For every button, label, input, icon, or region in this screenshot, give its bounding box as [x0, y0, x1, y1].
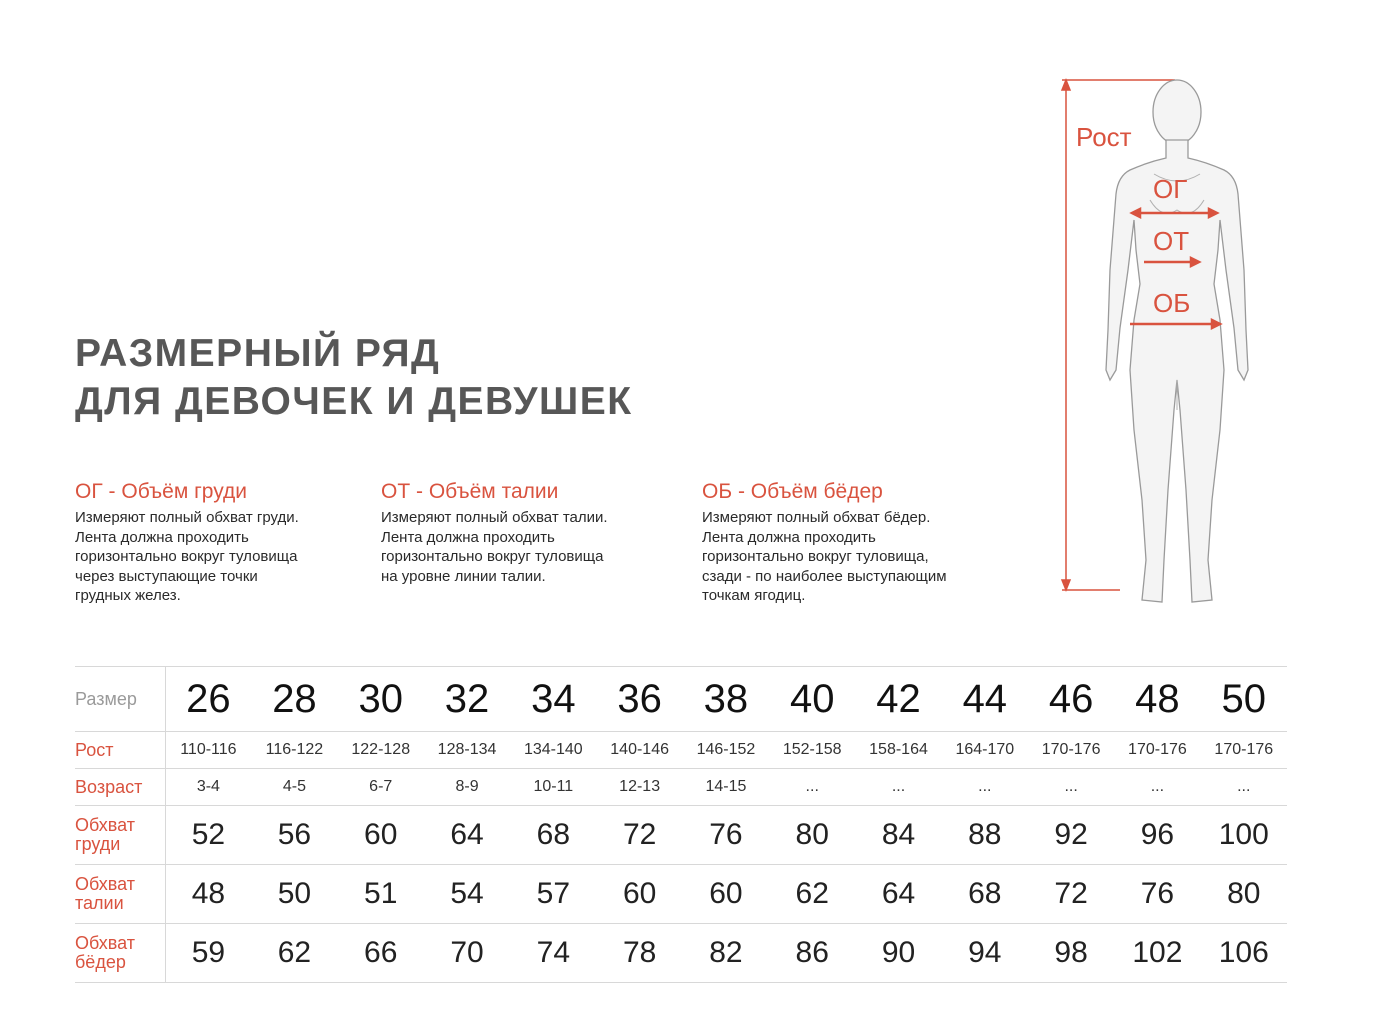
table-cell: 12-13 [596, 769, 682, 806]
row-label-line: талии [75, 893, 124, 913]
table-cell: 52 [165, 806, 251, 865]
table-cell: 74 [510, 924, 596, 983]
table-cell: ... [1028, 769, 1114, 806]
table-cell: 88 [942, 806, 1028, 865]
definition-text [381, 508, 701, 586]
body-silhouette-illustration [1050, 70, 1300, 640]
row-waist [75, 865, 1287, 924]
table-cell: 76 [683, 806, 769, 865]
row-label [75, 865, 165, 924]
table-cell: 56 [251, 806, 337, 865]
row-label-line: Обхват [75, 815, 135, 835]
row-age [75, 769, 1287, 806]
table-cell: 60 [683, 865, 769, 924]
table-cell: 70 [424, 924, 510, 983]
table-cell: 170-176 [1028, 732, 1114, 769]
table-cell: 102 [1114, 924, 1200, 983]
hips-label: ОБ [1153, 288, 1191, 318]
definition-line: Лента должна проходить [75, 528, 249, 546]
table-cell: 158-164 [855, 732, 941, 769]
table-cell: 86 [769, 924, 855, 983]
title-line-2: ДЛЯ ДЕВОЧЕК И ДЕВУШЕК [75, 380, 633, 423]
table-cell: 72 [1028, 865, 1114, 924]
row-label-line: Обхват [75, 933, 135, 953]
height-label: Рост [1076, 122, 1132, 152]
table-cell: ... [942, 769, 1028, 806]
table-cell: 54 [424, 865, 510, 924]
waist-label: ОТ [1153, 226, 1190, 256]
table-cell: 98 [1028, 924, 1114, 983]
table-cell: 40 [769, 667, 855, 732]
table-cell: 36 [596, 667, 682, 732]
table-cell: 50 [251, 865, 337, 924]
table-cell: 42 [855, 667, 941, 732]
table-cell: 152-158 [769, 732, 855, 769]
table-cell: 62 [769, 865, 855, 924]
row-label-line: груди [75, 834, 121, 854]
table-cell: 66 [338, 924, 424, 983]
table-cell: ... [1114, 769, 1200, 806]
size-chart-table [75, 666, 1287, 983]
row-hips [75, 924, 1287, 983]
table-cell: 48 [1114, 667, 1200, 732]
definition-line: сзади - по наиболее выступающим [702, 567, 947, 585]
table-cell: 128-134 [424, 732, 510, 769]
table-cell: 62 [251, 924, 337, 983]
row-label: Рост [75, 732, 165, 769]
table-cell: 48 [165, 865, 251, 924]
definition-line: горизонтально вокруг туловища [381, 548, 604, 565]
row-label [75, 806, 165, 865]
table-cell: 78 [596, 924, 682, 983]
table-cell: ... [769, 769, 855, 806]
table-cell: 44 [942, 667, 1028, 732]
table-cell: ... [1201, 769, 1287, 806]
definition-line: грудных желез. [75, 587, 181, 604]
table-cell: 100 [1201, 806, 1287, 865]
table-cell: 80 [769, 806, 855, 865]
chest-label: ОГ [1153, 174, 1188, 204]
table-cell: 82 [683, 924, 769, 983]
table-cell: 116-122 [251, 732, 337, 769]
table-cell: 164-170 [942, 732, 1028, 769]
table-cell: 59 [165, 924, 251, 983]
table-cell: 38 [683, 667, 769, 732]
table-cell: 140-146 [596, 732, 682, 769]
table-cell: 46 [1028, 667, 1114, 732]
table-cell: 8-9 [424, 769, 510, 806]
table-cell: 72 [596, 806, 682, 865]
definition-heading: ОТ - Объём талии [381, 480, 559, 503]
table-cell: 64 [424, 806, 510, 865]
table-cell: 28 [251, 667, 337, 732]
table-cell: 90 [855, 924, 941, 983]
definition-text [702, 508, 1022, 606]
row-size [75, 667, 1287, 732]
definition-line: горизонтально вокруг туловища [75, 548, 298, 565]
definition-heading: ОГ - Объём груди [75, 480, 247, 503]
table-cell: 110-116 [165, 732, 251, 769]
table-cell: 50 [1201, 667, 1287, 732]
table-cell: 94 [942, 924, 1028, 983]
table-cell: 57 [510, 865, 596, 924]
title-line-1: РАЗМЕРНЫЙ РЯД [75, 332, 441, 375]
row-label: Размер [75, 667, 165, 732]
table-cell: 51 [338, 865, 424, 924]
definition-line: Лента должна проходить [702, 528, 876, 546]
definition-waist [381, 480, 701, 586]
table-cell: 60 [596, 865, 682, 924]
body-measurement-figure [1050, 70, 1300, 640]
table-cell: 60 [338, 806, 424, 865]
table-cell: 122-128 [338, 732, 424, 769]
definition-line: Лента должна проходить [381, 528, 555, 546]
row-label-line: бёдер [75, 952, 126, 972]
table-cell: 80 [1201, 865, 1287, 924]
page-title [75, 330, 633, 426]
row-label [75, 924, 165, 983]
definition-line: Измеряют полный обхват талии. [381, 509, 608, 526]
table-cell: 32 [424, 667, 510, 732]
table-cell: ... [855, 769, 941, 806]
row-chest [75, 806, 1287, 865]
table-cell: 96 [1114, 806, 1200, 865]
table-cell: 34 [510, 667, 596, 732]
table-cell: 106 [1201, 924, 1287, 983]
table-cell: 76 [1114, 865, 1200, 924]
table-cell: 170-176 [1114, 732, 1200, 769]
table-cell: 3-4 [165, 769, 251, 806]
definition-hips [702, 480, 1022, 606]
definition-line: Измеряют полный обхват бёдер. [702, 509, 931, 526]
table-cell: 30 [338, 667, 424, 732]
table-cell: 92 [1028, 806, 1114, 865]
definition-line: точкам ягодиц. [702, 587, 806, 604]
silhouette [1106, 80, 1248, 602]
table-cell: 10-11 [510, 769, 596, 806]
definition-line: через выступающие точки [75, 567, 258, 585]
table-cell: 146-152 [683, 732, 769, 769]
table-cell: 64 [855, 865, 941, 924]
definition-text [75, 508, 395, 606]
definition-heading: ОБ - Объём бёдер [702, 480, 883, 503]
table-cell: 4-5 [251, 769, 337, 806]
row-label: Возраст [75, 769, 165, 806]
definition-line: горизонтально вокруг туловища, [702, 548, 929, 565]
row-height [75, 732, 1287, 769]
definition-line: Измеряют полный обхват груди. [75, 509, 299, 526]
table-cell: 14-15 [683, 769, 769, 806]
table-cell: 26 [165, 667, 251, 732]
row-label-line: Обхват [75, 874, 135, 894]
table-cell: 84 [855, 806, 941, 865]
definition-chest [75, 480, 395, 606]
definition-line: на уровне линии талии. [381, 567, 546, 585]
table-cell: 68 [942, 865, 1028, 924]
table-cell: 170-176 [1201, 732, 1287, 769]
table-cell: 134-140 [510, 732, 596, 769]
table-cell: 68 [510, 806, 596, 865]
table-cell: 6-7 [338, 769, 424, 806]
